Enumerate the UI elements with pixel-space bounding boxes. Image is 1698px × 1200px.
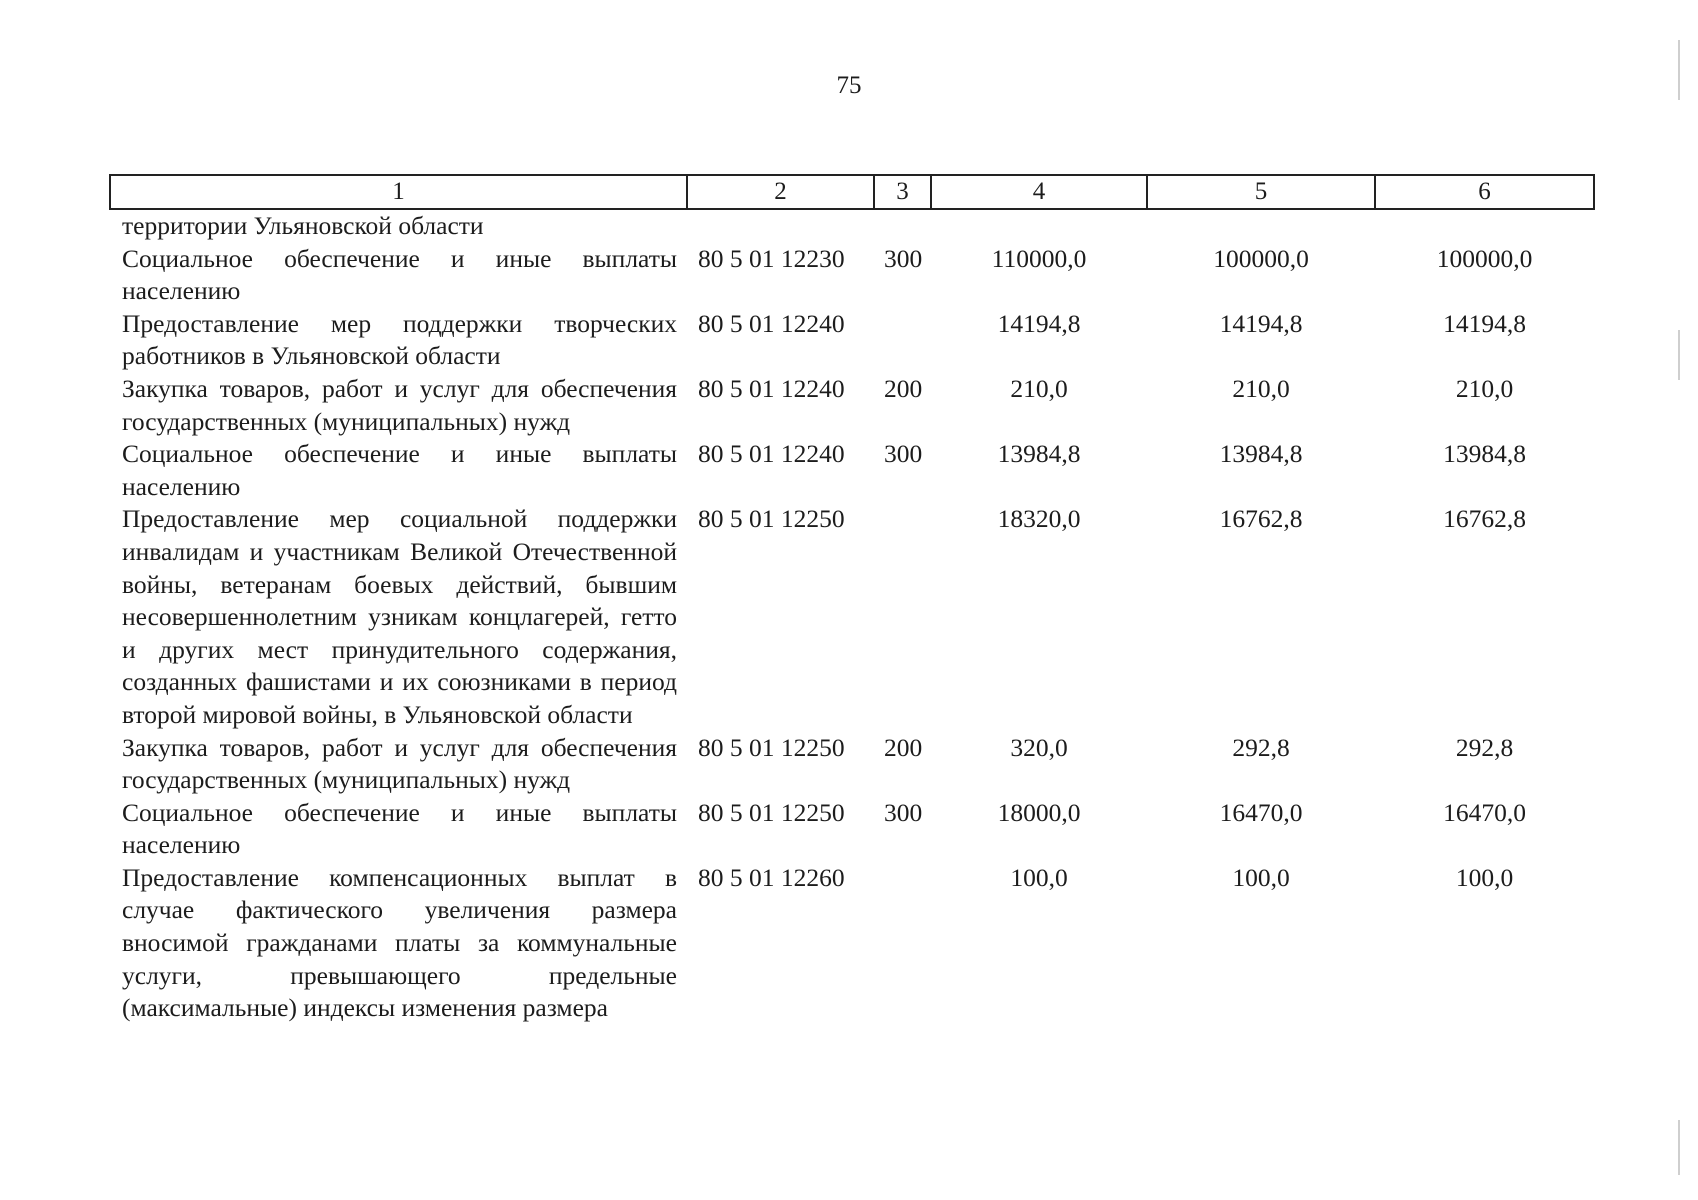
row-expense-type: 200: [884, 373, 923, 403]
row-value-4: 100,0: [1010, 862, 1068, 892]
budget-table: [109, 174, 1595, 1025]
row-value-6: 100,0: [1455, 862, 1514, 892]
row-code: 80 5 01 12240: [698, 373, 845, 403]
row-value-5: [1147, 209, 1375, 243]
page-number: 75: [836, 72, 862, 99]
table-row: [110, 209, 1594, 243]
row-expense-type: 300: [884, 439, 923, 469]
row-code: [687, 209, 874, 243]
table-row: [110, 308, 1594, 373]
row-code: 80 5 01 12250: [698, 797, 845, 827]
row-value-4: 210,0: [1010, 373, 1068, 403]
header-col-2: 2: [687, 175, 874, 209]
header-col-6: 6: [1375, 175, 1594, 209]
header-col-3: 3: [874, 175, 931, 209]
table-row: [110, 732, 1594, 797]
scan-margin-line: [1678, 330, 1680, 380]
row-value-5: 292,8: [1232, 732, 1290, 762]
row-value-6: 210,0: [1455, 373, 1514, 403]
row-value-4: 110000,0: [991, 243, 1087, 273]
row-value-6: 14194,8: [1443, 308, 1526, 338]
row-name: территории Ульяновской области: [122, 211, 484, 240]
row-value-5: 14194,8: [1219, 308, 1303, 338]
row-value-4: 320,0: [1010, 732, 1068, 762]
row-name: Социальное обеспечение и иные выплаты населению: [122, 243, 677, 306]
row-name: Предоставление компенсационных выплат в случае фактического увеличения размера вносимой гражданами платы за коммунальные услуги, превышающего предельные (максимальные) индексы изменения размера: [122, 862, 677, 1023]
row-value-5: 16470,0: [1219, 797, 1303, 827]
row-code: 80 5 01 12250: [698, 504, 845, 534]
header-col-4: 4: [931, 175, 1147, 209]
row-code: 80 5 01 12240: [698, 439, 845, 469]
header-col-5: 5: [1147, 175, 1375, 209]
row-expense-type: [874, 209, 931, 243]
row-code: 80 5 01 12240: [698, 308, 845, 338]
table-row: [110, 797, 1594, 862]
row-expense-type: [874, 503, 931, 731]
table-row: [110, 373, 1594, 438]
row-value-5: 16762,8: [1219, 504, 1303, 534]
row-value-6: 13984,8: [1443, 439, 1526, 469]
row-expense-type: [874, 308, 931, 373]
scan-margin-line: [1678, 40, 1680, 100]
table-row: [110, 243, 1594, 308]
row-expense-type: 300: [884, 243, 923, 273]
row-name: Социальное обеспечение и иные выплаты населению: [122, 797, 677, 860]
row-value-6: [1375, 209, 1594, 243]
row-value-5: 100000,0: [1213, 243, 1309, 273]
header-col-1: 1: [110, 175, 687, 209]
table-row: [110, 503, 1594, 731]
scan-margin-line: [1678, 1120, 1680, 1175]
row-value-4: [931, 209, 1147, 243]
row-value-4: 18000,0: [997, 797, 1081, 827]
row-name: Предоставление мер социальной поддержки инвалидам и участникам Великой Отечественной войны, ветеранам боевых действий, бывшим несовершеннолетним узникам концлагерей, гетто и других мест принудительного содержания, созданных фашистами и их союзниками в период второй мировой войны, в Ульяновской области: [122, 504, 677, 729]
row-name: Социальное обеспечение и иные выплаты населению: [122, 439, 677, 501]
row-expense-type: 300: [884, 797, 923, 827]
table-header-row: [110, 175, 1594, 209]
table-row: [110, 438, 1594, 503]
row-code: 80 5 01 12260: [698, 862, 845, 892]
row-name: Закупка товаров, работ и услуг для обеспечения государственных (муниципальных) нужд: [122, 732, 677, 795]
row-value-6: 292,8: [1455, 732, 1514, 762]
row-value-5: 13984,8: [1219, 439, 1303, 469]
row-value-4: 14194,8: [997, 308, 1081, 338]
row-name: Закупка товаров, работ и услуг для обеспечения государственных (муниципальных) нужд: [122, 373, 677, 436]
row-value-4: 18320,0: [997, 504, 1081, 534]
row-value-5: 210,0: [1232, 373, 1290, 403]
row-code: 80 5 01 12230: [698, 243, 845, 273]
row-value-6: 16470,0: [1443, 797, 1526, 827]
row-value-4: 13984,8: [997, 439, 1081, 469]
row-code: 80 5 01 12250: [698, 732, 845, 762]
table-row: [110, 862, 1594, 1025]
row-expense-type: 200: [884, 732, 923, 762]
row-name: Предоставление мер поддержки творческих работников в Ульяновской области: [122, 308, 677, 371]
row-value-6: 100000,0: [1436, 243, 1533, 273]
row-value-6: 16762,8: [1443, 504, 1526, 534]
row-expense-type: [874, 862, 931, 1025]
row-value-5: 100,0: [1232, 862, 1290, 892]
